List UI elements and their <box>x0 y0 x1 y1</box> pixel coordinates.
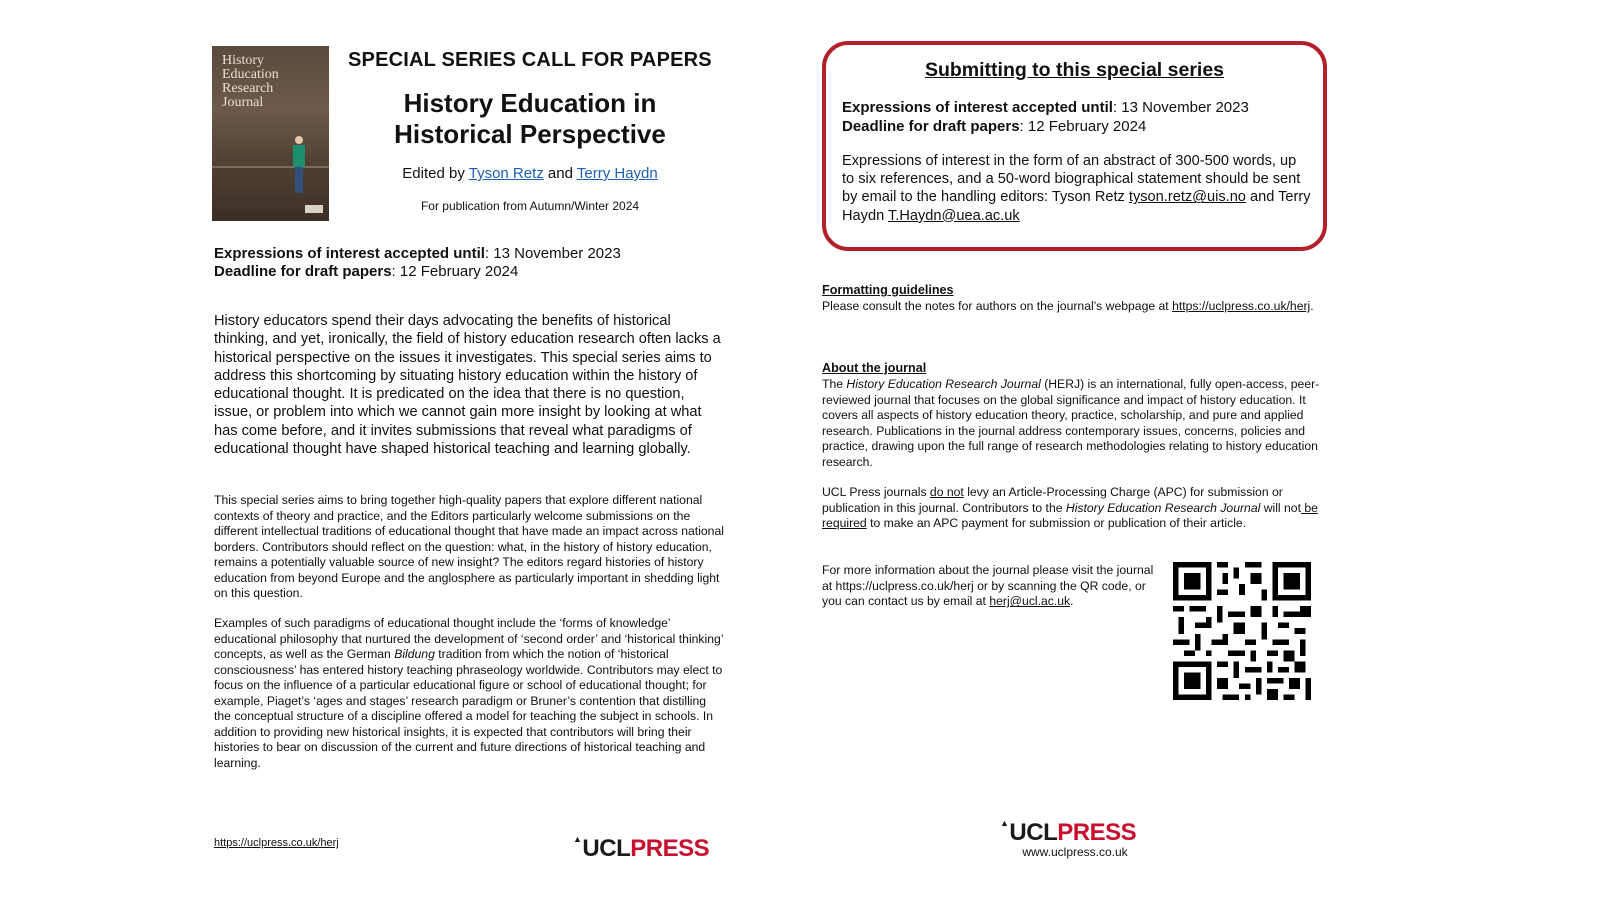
edited-by <box>340 165 720 182</box>
formatting-body: Please consult the notes for authors on the journal’s webpage at <box>822 299 1173 313</box>
formatting-text <box>822 299 1327 315</box>
call-kicker: SPECIAL SERIES CALL FOR PAPERS <box>348 49 712 71</box>
ucl-press-url[interactable]: www.uclpress.co.uk <box>1022 845 1128 859</box>
footer-journal-link[interactable]: https://uclpress.co.uk/herj <box>214 837 339 849</box>
email-link-terry-haydn[interactable]: T.Haydn@uea.ac.uk <box>887 207 1020 224</box>
ucl-press-logo <box>573 834 709 863</box>
logo-press: PRESS <box>630 835 710 862</box>
para2-italic: Bildung <box>394 647 435 661</box>
about-journal-name: History Education Research Journal <box>846 377 1041 391</box>
logo-ucl: UCL <box>1009 819 1058 846</box>
about-heading: About the journal <box>822 361 927 375</box>
about-body: (HERJ) is an international, fully open-access, peer-reviewed journal that focuses on the global significance and impact of history education. It covers all aspects of history education theory, practice, scholarship, and pure and applied research. Publications in the journal address contemporary issues, concerns, policies and practice, drawing upon the full range of research methodologies relating to history education research. <box>822 377 1320 469</box>
submission-text: Expressions of interest in the form of an abstract of 300-500 words, up to six references, and a 50-word biographical statement should be sent by email to the handling editors: Tyson Retz <box>842 153 1301 206</box>
para2-text: Examples of such paradigms of educational thought include the ‘forms of knowledge’ educational philosophy that nurtured the development of ‘second order’ and ‘historical thinking’ concepts, as well as the German <box>214 616 724 661</box>
body-paragraph-1: This special series aims to bring together high-quality papers that explore different national contexts of theory and practice, and the Editors particularly welcome submissions on the different intellectual traditions of educational thought that have made an impact across national borders. Contributors should reflect on the question: what, in the history of history education, remains a potentially valuable source of new insight? The editors regard histories of history education from beyond Europe and the anglosphere as particularly important in shedding light on this question. <box>214 493 724 600</box>
apc-body: to make an APC payment for submission or publication of their article. <box>866 516 1247 531</box>
more-info-end: . <box>1070 594 1074 609</box>
about-body: The <box>822 377 847 391</box>
apc-emphasis: do not <box>929 485 964 499</box>
submission-instructions <box>842 152 1312 225</box>
logo-mark: ▲ <box>1000 818 1009 828</box>
formatting-heading: Formatting guidelines <box>822 283 954 297</box>
apc-journal-name: History Education Research Journal <box>1065 500 1261 515</box>
formatting-end: . <box>1310 299 1314 313</box>
journal-cover-image <box>212 46 329 221</box>
cover-title-line: Education <box>222 67 279 82</box>
series-title-line: Historical Perspective <box>394 119 666 149</box>
apc-emphasis: be required <box>822 500 1318 531</box>
deadline-label: Deadline for draft papers <box>842 118 1020 135</box>
submission-heading: Submitting to this special series <box>924 59 1225 81</box>
apc-text <box>822 485 1327 532</box>
series-title <box>340 88 720 150</box>
deadline-date: : 12 February 2024 <box>1019 118 1147 135</box>
more-info-body: For more information about the journal please visit the journal at https://uclpress.co.uk/herj or by scanning the QR code, or you can contact us by email at <box>822 563 1154 609</box>
editor-link-tyson-retz[interactable]: Tyson Retz <box>468 165 544 182</box>
deadline-label: Deadline for draft papers <box>214 263 392 280</box>
para2-text: tradition from which the notion of ‘historical consciousness’ has entered history teaching phraseology worldwide. Contributors may elect to focus on the influence of a particular educational figure or school of educational thought; for example, Piaget’s ‘ages and stages’ research paradigm or Bruner’s contention that distilling the conceptual structure of a discipline offered a model for teaching the subject in schools. In addition to providing new historical insights, it is expected that contributors will bring their histories to bear on discussion of the current and future directions of historical teaching and learning. <box>214 647 723 770</box>
submission-dates <box>842 98 1249 136</box>
apc-body: UCL Press journals <box>822 485 930 499</box>
submission-text: and Terry Haydn <box>842 189 1311 224</box>
ucl-press-logo-right <box>1000 818 1136 847</box>
eoi-label: Expressions of interest accepted until <box>842 99 1113 116</box>
logo-press: PRESS <box>1057 819 1137 846</box>
about-text <box>822 377 1327 471</box>
more-info-text <box>822 563 1157 610</box>
email-link-tyson-retz[interactable]: tyson.retz@uis.no <box>1128 189 1246 206</box>
qr-code-icon[interactable] <box>1173 562 1311 700</box>
cover-title <box>222 54 322 110</box>
cover-figure-illustration <box>292 136 306 196</box>
cover-title-line: Research <box>222 81 274 96</box>
apc-body: will not <box>1260 500 1301 515</box>
edited-by-and: and <box>543 165 577 182</box>
eoi-label: Expressions of interest accepted until <box>214 245 485 262</box>
cover-title-line: Journal <box>222 95 264 110</box>
deadline-date: : 12 February 2024 <box>391 263 519 280</box>
apc-body: levy an Article-Processing Charge (APC) for submission or publication in this journal. Contributors to the <box>822 485 1283 515</box>
cover-decoration <box>212 166 329 168</box>
editor-link-terry-haydn[interactable]: Terry Haydn <box>576 165 658 182</box>
publication-note: For publication from Autumn/Winter 2024 <box>420 199 640 213</box>
eoi-date: : 13 November 2023 <box>1112 99 1249 116</box>
formatting-link[interactable]: https://uclpress.co.uk/herj <box>1172 299 1311 313</box>
cover-title-line: History <box>222 53 264 68</box>
logo-mark: ▲ <box>573 834 582 844</box>
intro-paragraph: History educators spend their days advocating the benefits of historical thinking, and yet, ironically, the field of history education research often lacks a historical perspective on the issues it investigates. This special series aims to address this shortcoming by situating history education within the history of educational thought. It is predicated on the idea that there is no question, issue, or problem into which we cannot gain more insight by looking at what has come before, and it invites submissions that reveal what paradigms of educational thought have shaped historical teaching and learning globally. <box>214 313 721 458</box>
logo-ucl: UCL <box>582 835 631 862</box>
series-title-line: History Education in <box>403 88 657 118</box>
eoi-date: : 13 November 2023 <box>484 245 621 262</box>
body-paragraph-2 <box>214 616 726 771</box>
key-dates <box>214 245 621 281</box>
edited-by-label: Edited by <box>402 165 469 182</box>
cover-publisher-mark <box>305 205 323 213</box>
herj-email-link[interactable]: herj@ucl.ac.uk <box>989 594 1071 609</box>
